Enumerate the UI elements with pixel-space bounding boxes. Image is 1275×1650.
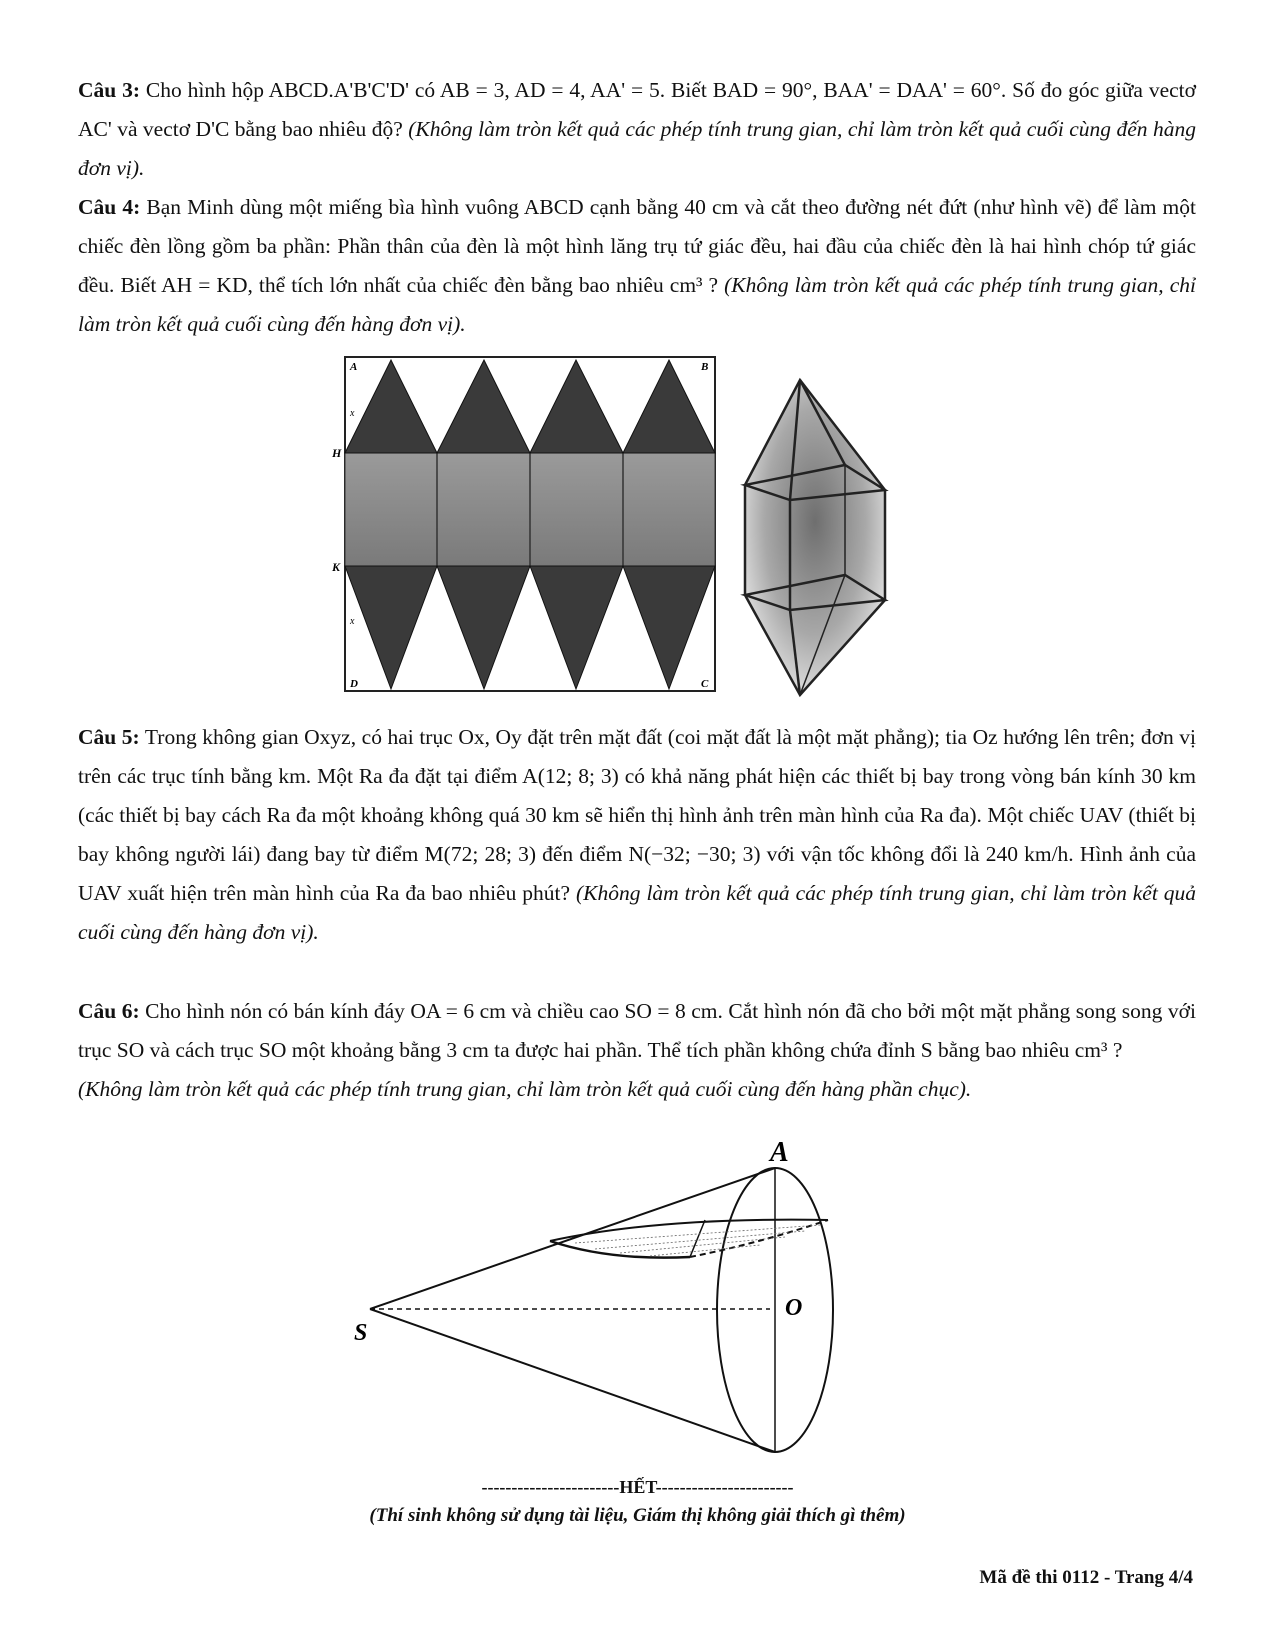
cone-label-s: S	[354, 1320, 368, 1346]
page-number: Mã đề thi 0112 - Trang 4/4	[979, 1567, 1193, 1588]
question-4-label: Câu 4:	[78, 195, 141, 219]
question-5	[78, 718, 1196, 952]
question-6	[78, 992, 1196, 1109]
cone-figure	[354, 1137, 880, 1465]
question-5-note: (Không làm tròn kết quả các phép tính trung gian, chỉ làm tròn kết quả cuối cùng đến hàng đơn vị).	[78, 881, 1197, 944]
question-4-text: Bạn Minh dùng một miếng bìa hình vuông ABCD cạnh bằng 40 cm và cắt theo đường nét đứt (như hình vẽ) để làm một chiếc đèn lồng gồm ba phần: Phần thân của đèn là một hình lăng trụ tứ giác đều, hai đầu của chiếc đèn là hai hình chóp tứ giác đều. Biết AH = KD, thể tích lớn nhất của chiếc đèn bằng bao nhiêu cm³ ?	[78, 195, 1196, 297]
net-label-a: A	[350, 361, 358, 373]
end-note: (Thí sinh không sử dụng tài liệu, Giám thị không giải thích gì thêm)	[369, 1505, 906, 1526]
question-6-label: Câu 6:	[78, 999, 140, 1023]
net-label-c: C	[701, 678, 709, 690]
cone-label-o: O	[785, 1295, 803, 1321]
cone-label-a: A	[770, 1137, 789, 1168]
question-4-note: (Không làm tròn kết quả các phép tính trung gian, chỉ làm tròn kết quả cuối cùng đến hàng đơn vị).	[78, 273, 1196, 336]
net-label-h: H	[332, 446, 342, 460]
question-3	[78, 71, 1196, 188]
question-5-label: Câu 5:	[78, 725, 140, 749]
question-6-note: (Không làm tròn kết quả các phép tính trung gian, chỉ làm tròn kết quả cuối cùng đến hàng phần chục).	[78, 1077, 972, 1101]
lantern-net-figure	[332, 356, 717, 694]
lantern-3d-figure	[735, 370, 915, 700]
question-3-text: Cho hình hộp ABCD.A'B'C'D' có AB = 3, AD = 4, AA' = 5. Biết BAD = 90°, BAA' = DAA' = 60°. Số đo góc giữa vectơ AC' và vectơ D'C bằng bao nhiêu độ?	[78, 78, 1197, 141]
net-label-k: K	[332, 560, 341, 574]
question-4	[78, 188, 1196, 344]
question-3-note: (Không làm tròn kết quả các phép tính trung gian, chỉ làm tròn kết quả cuối cùng đến hàng đơn vị).	[78, 117, 1196, 180]
question-6-text: Cho hình nón có bán kính đáy OA = 6 cm và chiều cao SO = 8 cm. Cắt hình nón đã cho bởi một mặt phẳng song song với trục SO và cách trục SO một khoảng bằng 3 cm ta được hai phần. Thể tích phần không chứa đỉnh S bằng bao nhiêu cm³ ?	[78, 999, 1196, 1062]
net-label-b: B	[701, 361, 709, 373]
net-label-x-top: x	[350, 408, 355, 419]
question-3-label: Câu 3:	[78, 78, 141, 102]
net-label-x-bottom: x	[350, 616, 355, 627]
question-5-text: Trong không gian Oxyz, có hai trục Ox, Oy đặt trên mặt đất (coi mặt đất là một mặt phẳng); tia Oz hướng lên trên; đơn vị trên các trục tính bằng km. Một Ra đa đặt tại điểm A(12; 8; 3) có khả năng phát hiện các thiết bị bay trong vòng bán kính 30 km (các thiết bị bay cách Ra đa một khoảng không quá 30 km sẽ hiển thị hình ảnh trên màn hình của Ra đa). Một chiếc UAV (thiết bị bay không người lái) đang bay từ điểm M(72; 28; 3) đến điểm N(−32; −30; 3) với vận tốc không đổi là 240 km/h. Hình ảnh của UAV xuất hiện trên màn hình của Ra đa bao nhiêu phút?	[78, 725, 1196, 905]
end-marker: -----------------------HẾT-----------------------	[481, 1477, 794, 1497]
net-label-d: D	[350, 678, 358, 690]
